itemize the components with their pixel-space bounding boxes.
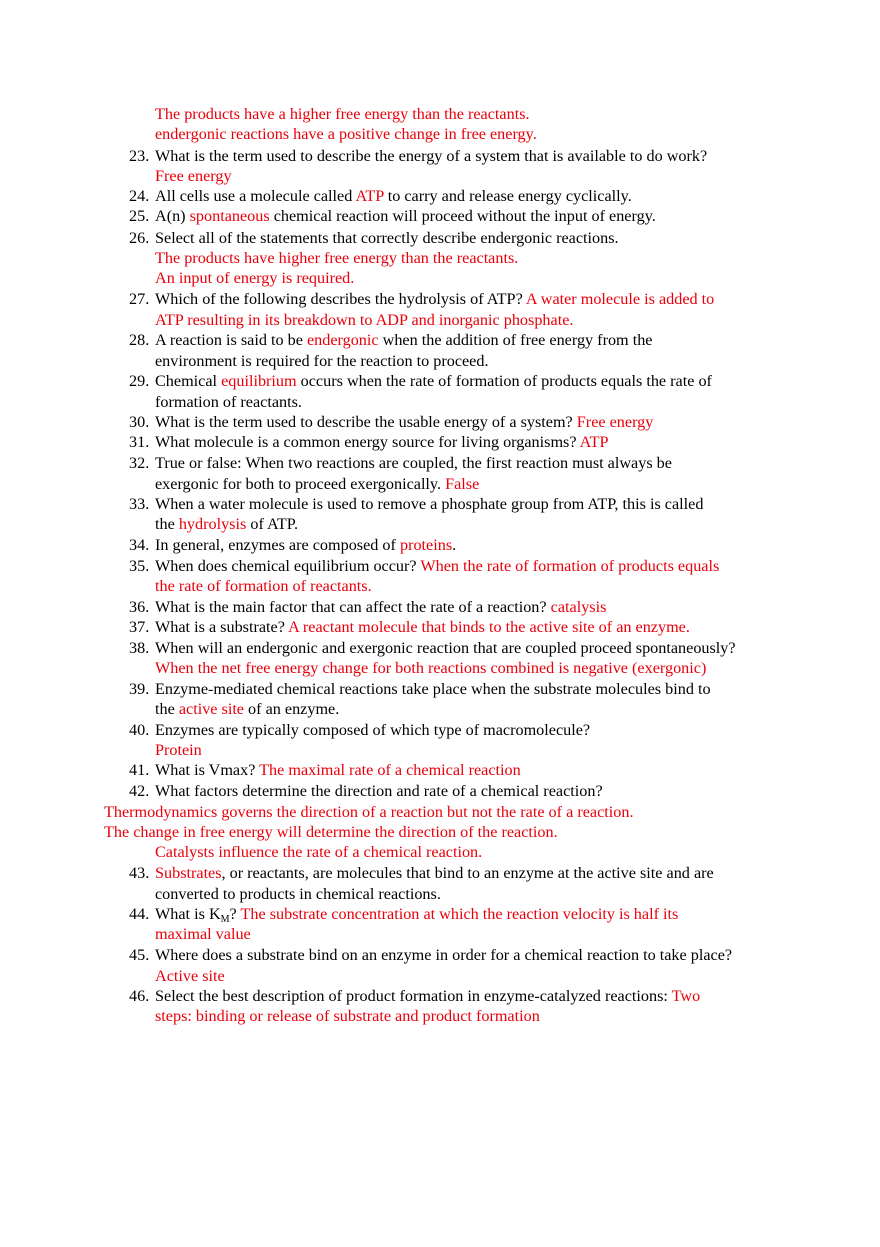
answer-35-line-1: When the rate of formation of products equals: [420, 557, 720, 575]
question-29-continued: formation of reactants.: [155, 393, 302, 411]
answer-25: spontaneous: [189, 207, 270, 225]
answer-26-line-1: The products have higher free energy than the reactants.: [155, 249, 519, 267]
answer-44-line-1: The substrate concentration at which the reaction velocity is half its: [240, 905, 679, 923]
question-text: of an enzyme.: [244, 700, 340, 718]
question-number: 25.: [129, 207, 150, 225]
question-number: 37.: [129, 618, 150, 636]
question-text: Chemical: [155, 372, 222, 390]
answer-27-line-1: A water molecule is added to: [525, 290, 715, 308]
question-number: 42.: [129, 782, 150, 800]
question-number: 26.: [129, 229, 150, 247]
question-number: 28.: [129, 331, 150, 349]
question-number: 36.: [129, 598, 150, 616]
question-text: Select the best description of product formation in enzyme-catalyzed reactions:: [155, 987, 672, 1005]
question-number: 34.: [129, 536, 150, 554]
answer-46-line-2: steps: binding or release of substrate and product formation: [155, 1007, 540, 1025]
question-text: In general, enzymes are composed of: [155, 536, 400, 554]
question-text: What is the term used to describe the usable energy of a system?: [155, 413, 577, 431]
answer-39: active site: [178, 700, 244, 718]
answer-34: proteins: [399, 536, 453, 554]
question-text: , or reactants, are molecules that bind to an enzyme at the active site and are: [221, 864, 714, 882]
answer-35-line-2: the rate of formation of reactants.: [155, 577, 372, 595]
question-text: .: [452, 536, 457, 554]
answer-41: The maximal rate of a chemical reaction: [259, 761, 521, 779]
question-text: the: [155, 700, 179, 718]
answer-28: endergonic: [306, 331, 379, 349]
answer-36: catalysis: [550, 598, 607, 616]
question-text: What is Vmax?: [155, 761, 260, 779]
question-text: to carry and release energy cyclically.: [383, 187, 632, 205]
question-text: ?: [229, 905, 241, 923]
question-text: What is a substrate?: [155, 618, 289, 636]
question-32-continued: [155, 474, 479, 494]
question-text: Enzyme-mediated chemical reactions take place when the substrate molecules bind to: [155, 680, 711, 698]
question-number: 31.: [129, 433, 150, 451]
answer-43: Substrates: [155, 864, 222, 882]
answer-38: When the net free energy change for both reactions combined is negative (exergonic): [155, 659, 707, 677]
question-number: 46.: [129, 987, 150, 1005]
question-33-continued: [155, 514, 298, 534]
question-text: Select all of the statements that correctly describe endergonic reactions.: [155, 229, 619, 247]
question-number: 24.: [129, 187, 150, 205]
question-number: 29.: [129, 372, 150, 390]
km-subscript: M: [220, 914, 230, 925]
answer-27-line-2: ATP resulting in its breakdown to ADP and inorganic phosphate.: [155, 311, 574, 329]
question-text: when the addition of free energy from the: [378, 331, 653, 349]
question-43-continued: converted to products in chemical reactions.: [155, 885, 441, 903]
question-text: All cells use a molecule called: [155, 187, 356, 205]
question-number: 39.: [129, 680, 150, 698]
question-text: What is the term used to describe the energy of a system that is available to do work?: [155, 147, 708, 165]
question-number: 40.: [129, 721, 150, 739]
question-text: What molecule is a common energy source for living organisms?: [155, 433, 580, 451]
answer-26-line-2: An input of energy is required.: [155, 269, 355, 287]
question-text: What is K: [155, 905, 221, 923]
question-text: the: [155, 515, 179, 533]
question-number: 38.: [129, 639, 150, 657]
question-28-continued: environment is required for the reaction to proceed.: [155, 352, 489, 370]
question-39-continued: [155, 699, 339, 719]
question-number: 35.: [129, 557, 150, 575]
answer-40: Protein: [155, 741, 202, 759]
question-text: Where does a substrate bind on an enzyme in order for a chemical reaction to take place?: [155, 946, 733, 964]
question-text: chemical reaction will proceed without the input of energy.: [269, 207, 656, 225]
question-number: 30.: [129, 413, 150, 431]
intro-line-2: endergonic reactions have a positive change in free energy.: [155, 125, 537, 143]
question-text: A(n): [155, 207, 190, 225]
question-text: of ATP.: [246, 515, 299, 533]
question-number: 45.: [129, 946, 150, 964]
question-number: 41.: [129, 761, 150, 779]
question-text: exergonic for both to proceed exergonically.: [155, 475, 446, 493]
answer-33: hydrolysis: [178, 515, 247, 533]
question-number: 44.: [129, 905, 150, 923]
answer-42-line-2: The change in free energy will determine the direction of the reaction.: [104, 823, 558, 841]
answer-44-line-2: maximal value: [155, 925, 251, 943]
question-text: True or false: When two reactions are coupled, the first reaction must always be: [155, 454, 672, 472]
question-number: 33.: [129, 495, 150, 513]
answer-24: ATP: [355, 187, 384, 205]
question-number: 27.: [129, 290, 150, 308]
answer-29: equilibrium: [221, 372, 297, 390]
question-text: What is the main factor that can affect the rate of a reaction?: [155, 598, 551, 616]
question-number: 23.: [129, 147, 150, 165]
answer-32: False: [445, 475, 480, 493]
answer-42-line-3: Catalysts influence the rate of a chemical reaction.: [155, 843, 483, 861]
question-text: A reaction is said to be: [155, 331, 307, 349]
answer-37: A reactant molecule that binds to the active site of an enzyme.: [288, 618, 690, 636]
answer-45: Active site: [155, 967, 225, 985]
question-text: occurs when the rate of formation of products equals the rate of: [296, 372, 712, 390]
intro-line-1: The products have a higher free energy than the reactants.: [155, 105, 530, 123]
answer-23: Free energy: [155, 167, 232, 185]
question-text: Enzymes are typically composed of which type of macromolecule?: [155, 721, 591, 739]
question-text: Which of the following describes the hydrolysis of ATP?: [155, 290, 526, 308]
question-number: 43.: [129, 864, 150, 882]
question-text: What factors determine the direction and rate of a chemical reaction?: [155, 782, 603, 800]
answer-42-line-1: Thermodynamics governs the direction of a reaction but not the rate of a reaction.: [104, 803, 634, 821]
question-number: 32.: [129, 454, 150, 472]
question-text: When does chemical equilibrium occur?: [155, 557, 421, 575]
question-text: When will an endergonic and exergonic reaction that are coupled proceed spontaneously?: [155, 639, 736, 657]
answer-30: Free energy: [576, 413, 654, 431]
answer-31: ATP: [579, 433, 609, 451]
answer-46-line-1: Two: [671, 987, 701, 1005]
question-text: When a water molecule is used to remove a phosphate group from ATP, this is called: [155, 495, 704, 513]
